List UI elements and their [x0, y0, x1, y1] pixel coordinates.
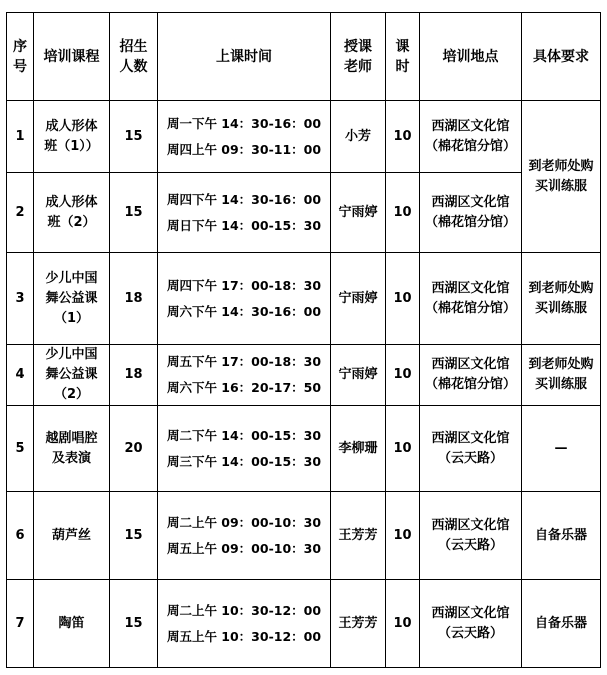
row-times: 周二上午 09：00-10：30 周五上午 09：00-10：30 [158, 492, 331, 580]
row-teacher: 王芳芳 [331, 580, 386, 668]
row-requirement-merged: 到老师处购 买训练服 [522, 101, 601, 253]
row-quota: 15 [110, 580, 158, 668]
table-row [7, 406, 601, 492]
row-location: 西湖区文化馆 （棉花馆分馆） [420, 253, 522, 345]
header-course: 培训课程 [34, 13, 110, 101]
row-course: 陶笛 [34, 580, 110, 668]
row-quota: 18 [110, 253, 158, 345]
row-location: 西湖区文化馆 （棉花馆分馆） [420, 345, 522, 406]
row-location: 西湖区文化馆 （云天路） [420, 492, 522, 580]
header-teacher: 授课 老师 [331, 13, 386, 101]
row-no: 7 [7, 580, 34, 668]
row-teacher: 李柳珊 [331, 406, 386, 492]
course-schedule-table [6, 12, 601, 668]
row-location: 西湖区文化馆 （云天路） [420, 580, 522, 668]
row-hours: 10 [386, 406, 420, 492]
row-quota: 15 [110, 173, 158, 253]
row-no: 4 [7, 345, 34, 406]
row-no: 2 [7, 173, 34, 253]
row-hours: 10 [386, 345, 420, 406]
header-requirement: 具体要求 [522, 13, 601, 101]
row-hours: 10 [386, 253, 420, 345]
row-teacher: 小芳 [331, 101, 386, 173]
row-no: 5 [7, 406, 34, 492]
row-requirement: 自备乐器 [522, 492, 601, 580]
row-no: 3 [7, 253, 34, 345]
table-row [7, 253, 601, 345]
row-teacher: 宁雨婷 [331, 345, 386, 406]
header-hours: 课 时 [386, 13, 420, 101]
row-quota: 18 [110, 345, 158, 406]
table-row [7, 492, 601, 580]
row-quota: 20 [110, 406, 158, 492]
row-times: 周四下午 17：00-18：30 周六下午 14：30-16：00 [158, 253, 331, 345]
row-course: 少儿中国 舞公益课 （2） [34, 345, 110, 406]
row-hours: 10 [386, 492, 420, 580]
row-requirement: 到老师处购 买训练服 [522, 253, 601, 345]
row-course: 少儿中国 舞公益课 （1） [34, 253, 110, 345]
row-location: 西湖区文化馆 （棉花馆分馆） [420, 173, 522, 253]
row-quota: 15 [110, 101, 158, 173]
table-header-row [7, 13, 601, 101]
table-row [7, 101, 601, 173]
row-course: 成人形体 班（1）） [34, 101, 110, 173]
row-course: 葫芦丝 [34, 492, 110, 580]
row-times: 周一下午 14：30-16：00 周四上午 09：30-11：00 [158, 101, 331, 173]
row-no: 1 [7, 101, 34, 173]
row-course: 越剧唱腔 及表演 [34, 406, 110, 492]
row-hours: 10 [386, 101, 420, 173]
header-time: 上课时间 [158, 13, 331, 101]
row-location: 西湖区文化馆 （云天路） [420, 406, 522, 492]
row-requirement: 自备乐器 [522, 580, 601, 668]
row-course: 成人形体 班（2） [34, 173, 110, 253]
row-hours: 10 [386, 580, 420, 668]
header-location: 培训地点 [420, 13, 522, 101]
row-teacher: 宁雨婷 [331, 253, 386, 345]
row-times: 周二上午 10：30-12：00 周五上午 10：30-12：00 [158, 580, 331, 668]
row-quota: 15 [110, 492, 158, 580]
row-location: 西湖区文化馆 （棉花馆分馆） [420, 101, 522, 173]
table-row [7, 173, 601, 253]
table-row [7, 580, 601, 668]
table-row [7, 345, 601, 406]
row-requirement: — [522, 406, 601, 492]
row-times: 周五下午 17：00-18：30 周六下午 16：20-17：50 [158, 345, 331, 406]
row-requirement: 到老师处购 买训练服 [522, 345, 601, 406]
header-no: 序 号 [7, 13, 34, 101]
row-teacher: 宁雨婷 [331, 173, 386, 253]
row-times: 周四下午 14：30-16：00 周日下午 14：00-15：30 [158, 173, 331, 253]
row-teacher: 王芳芳 [331, 492, 386, 580]
row-no: 6 [7, 492, 34, 580]
row-hours: 10 [386, 173, 420, 253]
row-times: 周二下午 14：00-15：30 周三下午 14：00-15：30 [158, 406, 331, 492]
header-quota: 招生 人数 [110, 13, 158, 101]
